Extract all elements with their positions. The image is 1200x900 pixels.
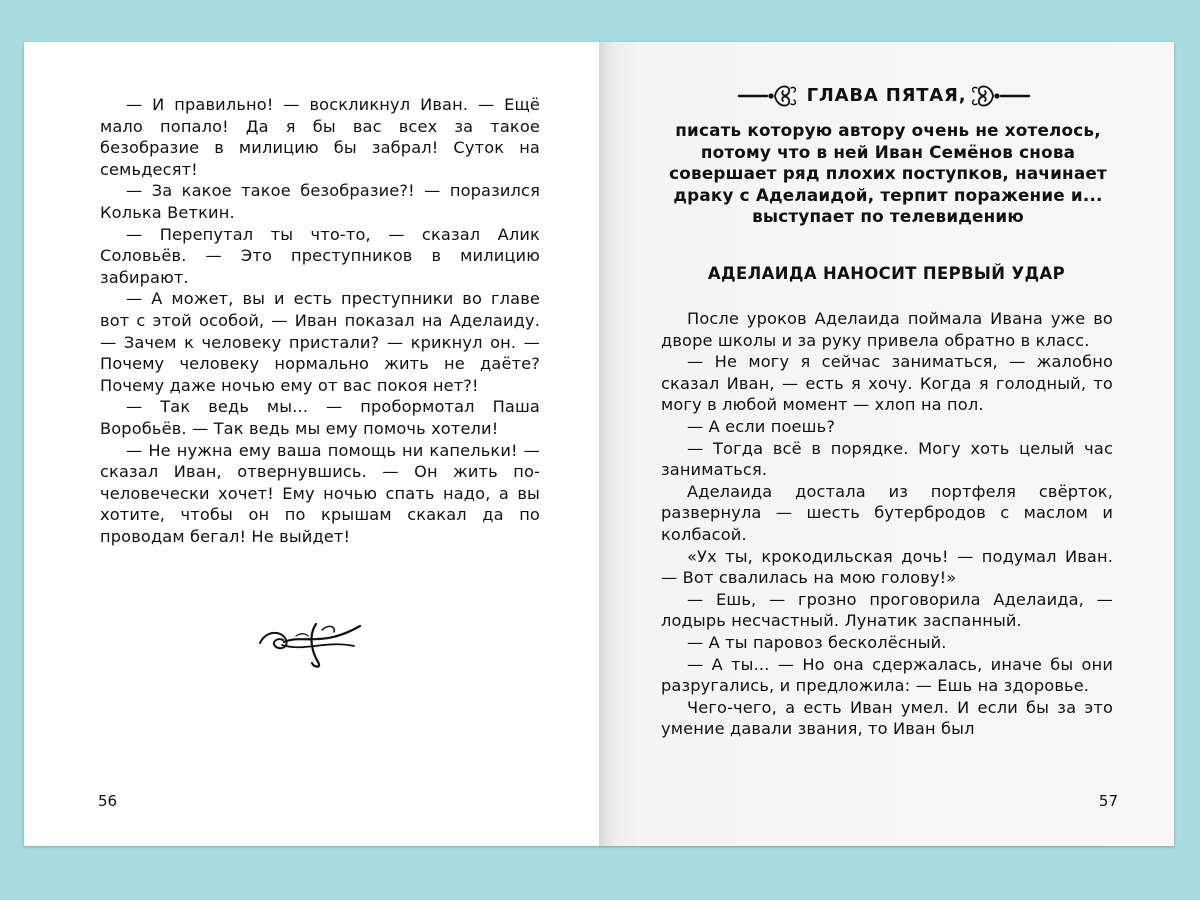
paragraph: — А ты паровоз бесколёсный. xyxy=(687,632,947,652)
paragraph: Аделаида достала из портфеля свёрток, развернула — шесть бутербродов с маслом и колбасой. xyxy=(661,481,1113,544)
page-number: 57 xyxy=(1098,792,1118,810)
paragraph: Чего-чего, а есть Иван умел. И если бы за это умение давали звания, то Иван был xyxy=(661,697,1113,739)
paragraph: — Не могу я сейчас заниматься, — жалобно сказал Иван, — есть я хочу. Когда я голодный, то могу в любой момент — хлоп на пол. xyxy=(661,352,1113,415)
paragraph: — А может, вы и есть преступники во главе вот с этой особой, — Иван показал на Аделаиду. — Зачем к человеку пристали? — крикнул он. — Почему человеку нормально жить не даёте? Почему даже ночью ему от вас покоя нет?! xyxy=(100,289,540,395)
paragraph: «Ух ты, крокодильская дочь! — подумал Иван. — Вот свалилась на мою голову!» xyxy=(661,546,1113,588)
right-page-text xyxy=(661,308,1113,740)
left-page xyxy=(24,42,599,846)
page-number: 56 xyxy=(98,792,118,810)
paragraph: — А ты... — Но она сдержалась, иначе бы они разругались, и предложила: — Ешь на здоровье. xyxy=(661,654,1113,696)
left-page-text xyxy=(100,94,540,547)
chapter-summary: писать которую автору очень не хотелось, потому что в ней Иван Семёнов снова совершает ряд плохих поступков, начинает драку с Аделаидой, терпит поражение и... выступает по телевидению xyxy=(669,120,1107,226)
paragraph: — Ешь, — грозно проговорила Аделаида, — лодырь несчастный. Лунатик заспанный. xyxy=(661,589,1113,631)
book-spread xyxy=(24,42,1174,846)
paragraph: После уроков Аделаида поймала Ивана уже во дворе школы и за руку привела обратно в класс. xyxy=(661,309,1113,350)
paragraph: — За какое такое безобразие?! — поразился Колька Веткин. xyxy=(100,181,540,222)
chapter-title: ГЛАВА ПЯТАЯ, xyxy=(806,85,967,106)
paragraph: — И правильно! — воскликнул Иван. — Ещё мало попало! Да я бы вас всех за такое безобразие в милицию бы забрал! Суток на семьдесят! xyxy=(100,95,540,179)
paragraph: — Тогда всё в порядке. Могу хоть целый час заниматься. xyxy=(661,438,1113,480)
paragraph: — Так ведь мы... — пробормотал Паша Воробьёв. — Так ведь мы ему помочь хотели! xyxy=(100,397,540,438)
paragraph: — Перепутал ты что-то, — сказал Алик Соловьёв. — Это преступников в милицию забирают. xyxy=(100,224,540,287)
chapter-header xyxy=(599,76,1174,116)
section-heading: АДЕЛАИДА НАНОСИТ ПЕРВЫЙ УДАР xyxy=(707,264,1066,283)
paragraph: — Не нужна ему ваша помощь ни капельки! — сказал Иван, отвернувшись. — Он жить по-человечески хочет! Ему ночью спать надо, а вы хотите, чтобы он по крышам скакал да по проводам бегал! Не выйдет! xyxy=(100,440,540,546)
flourish-ornament-icon xyxy=(256,616,368,668)
right-page xyxy=(599,42,1174,846)
chapter-flourish-right-icon xyxy=(969,78,1031,114)
paragraph: — А если поешь? xyxy=(687,416,836,436)
